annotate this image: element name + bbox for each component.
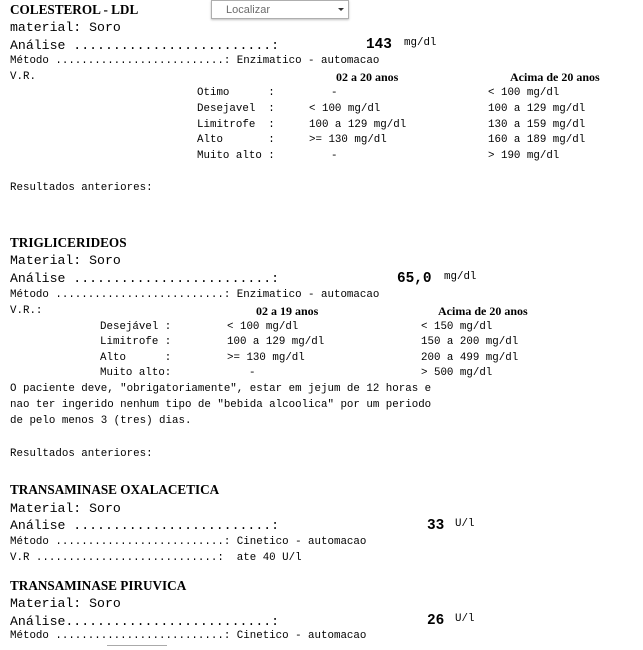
trig-note-line: nao ter ingerido nenhum tipo de "bebida alcoolica" por um periodo	[10, 399, 432, 411]
trig-metodo: Método ..........................: Enzimatico - automacao	[10, 289, 380, 301]
trig-anteriores: Resultados anteriores:	[10, 448, 153, 460]
chevron-down-icon[interactable]	[334, 1, 348, 18]
trig-row-a: < 100 mg/dl	[227, 321, 299, 333]
trig-vr-label: V.R.:	[10, 305, 43, 317]
trig-row-b: 150 a 200 mg/dl	[421, 336, 519, 348]
trig-row-a: >= 130 mg/dl	[227, 352, 305, 364]
tgo-material: Material: Soro	[10, 501, 121, 516]
trig-value: 65,0	[397, 271, 432, 287]
ldl-row-a: -	[331, 150, 338, 162]
trig-col2-header: Acima de 20 anos	[438, 304, 528, 318]
tgp-material: Material: Soro	[10, 596, 121, 611]
horizontal-scrollbar[interactable]	[107, 645, 167, 650]
tgo-value: 33	[427, 518, 445, 534]
ldl-row-b: 100 a 129 mg/dl	[488, 103, 586, 115]
ldl-anteriores: Resultados anteriores:	[10, 182, 153, 194]
ldl-row-a: -	[331, 87, 338, 99]
trig-title: TRIGLICERIDEOS	[10, 235, 127, 250]
trig-row-label: Muito alto:	[100, 367, 172, 379]
tgp-value: 26	[427, 613, 445, 629]
tgo-vr: V.R ............................: ate 40 U/l	[10, 552, 302, 564]
ldl-col1-header: 02 a 20 anos	[336, 70, 399, 84]
tgo-unit: U/l	[455, 518, 475, 530]
ldl-row-b: 160 a 189 mg/dl	[488, 134, 586, 146]
ldl-row-b: 130 a 159 mg/dl	[488, 119, 586, 131]
tgo-analise-label: Análise .........................:	[10, 518, 280, 533]
ldl-row-a: 100 a 129 mg/dl	[309, 119, 407, 131]
trig-row-label: Alto :	[100, 352, 172, 364]
tgp-metodo: Método ..........................: Cinetico - automacao	[10, 630, 367, 642]
trig-analise-label: Análise .........................:	[10, 271, 280, 286]
tgp-unit: U/l	[455, 613, 475, 625]
trig-row-b: < 150 mg/dl	[421, 321, 493, 333]
trig-col1-header: 02 a 19 anos	[256, 304, 319, 318]
ldl-col2-header: Acima de 20 anos	[510, 70, 600, 84]
ldl-value: 143	[366, 37, 392, 53]
search-placeholder: Localizar	[226, 4, 271, 16]
ldl-row-label: Muito alto :	[197, 150, 275, 162]
ldl-row-a: < 100 mg/dl	[309, 103, 381, 115]
tgp-title: TRANSAMINASE PIRUVICA	[10, 578, 187, 593]
tgo-metodo: Método ..........................: Cinetico - automacao	[10, 536, 367, 548]
ldl-row-b: > 190 mg/dl	[488, 150, 560, 162]
trig-row-a: -	[249, 367, 256, 379]
trig-row-label: Limitrofe :	[100, 336, 172, 348]
trig-row-label: Desejável :	[100, 321, 172, 333]
ldl-row-label: Otimo :	[197, 87, 275, 99]
ldl-title: COLESTEROL - LDL	[10, 2, 139, 17]
trig-row-b: > 500 mg/dl	[421, 367, 493, 379]
ldl-material: material: Soro	[10, 20, 121, 35]
ldl-row-label: Desejavel :	[197, 103, 275, 115]
search-combobox[interactable]	[211, 0, 349, 19]
ldl-row-b: < 100 mg/dl	[488, 87, 560, 99]
ldl-unit: mg/dl	[404, 37, 437, 49]
trig-material: Material: Soro	[10, 253, 121, 268]
trig-row-b: 200 a 499 mg/dl	[421, 352, 519, 364]
trig-row-a: 100 a 129 mg/dl	[227, 336, 325, 348]
ldl-row-label: Limitrofe :	[197, 119, 275, 131]
ldl-analise-label: Análise .........................:	[10, 38, 280, 53]
ldl-row-a: >= 130 mg/dl	[309, 134, 387, 146]
trig-note-line: de pelo menos 3 (tres) dias.	[10, 415, 192, 427]
tgp-analise-label: Análise..........................:	[10, 614, 280, 629]
ldl-metodo: Método ..........................: Enzimatico - automacao	[10, 55, 380, 67]
ldl-vr-label: V.R.	[10, 71, 36, 83]
trig-unit: mg/dl	[444, 271, 477, 283]
trig-note-line: O paciente deve, "obrigatoriamente", estar em jejum de 12 horas e	[10, 383, 432, 395]
tgo-title: TRANSAMINASE OXALACETICA	[10, 482, 220, 497]
ldl-row-label: Alto :	[197, 134, 275, 146]
